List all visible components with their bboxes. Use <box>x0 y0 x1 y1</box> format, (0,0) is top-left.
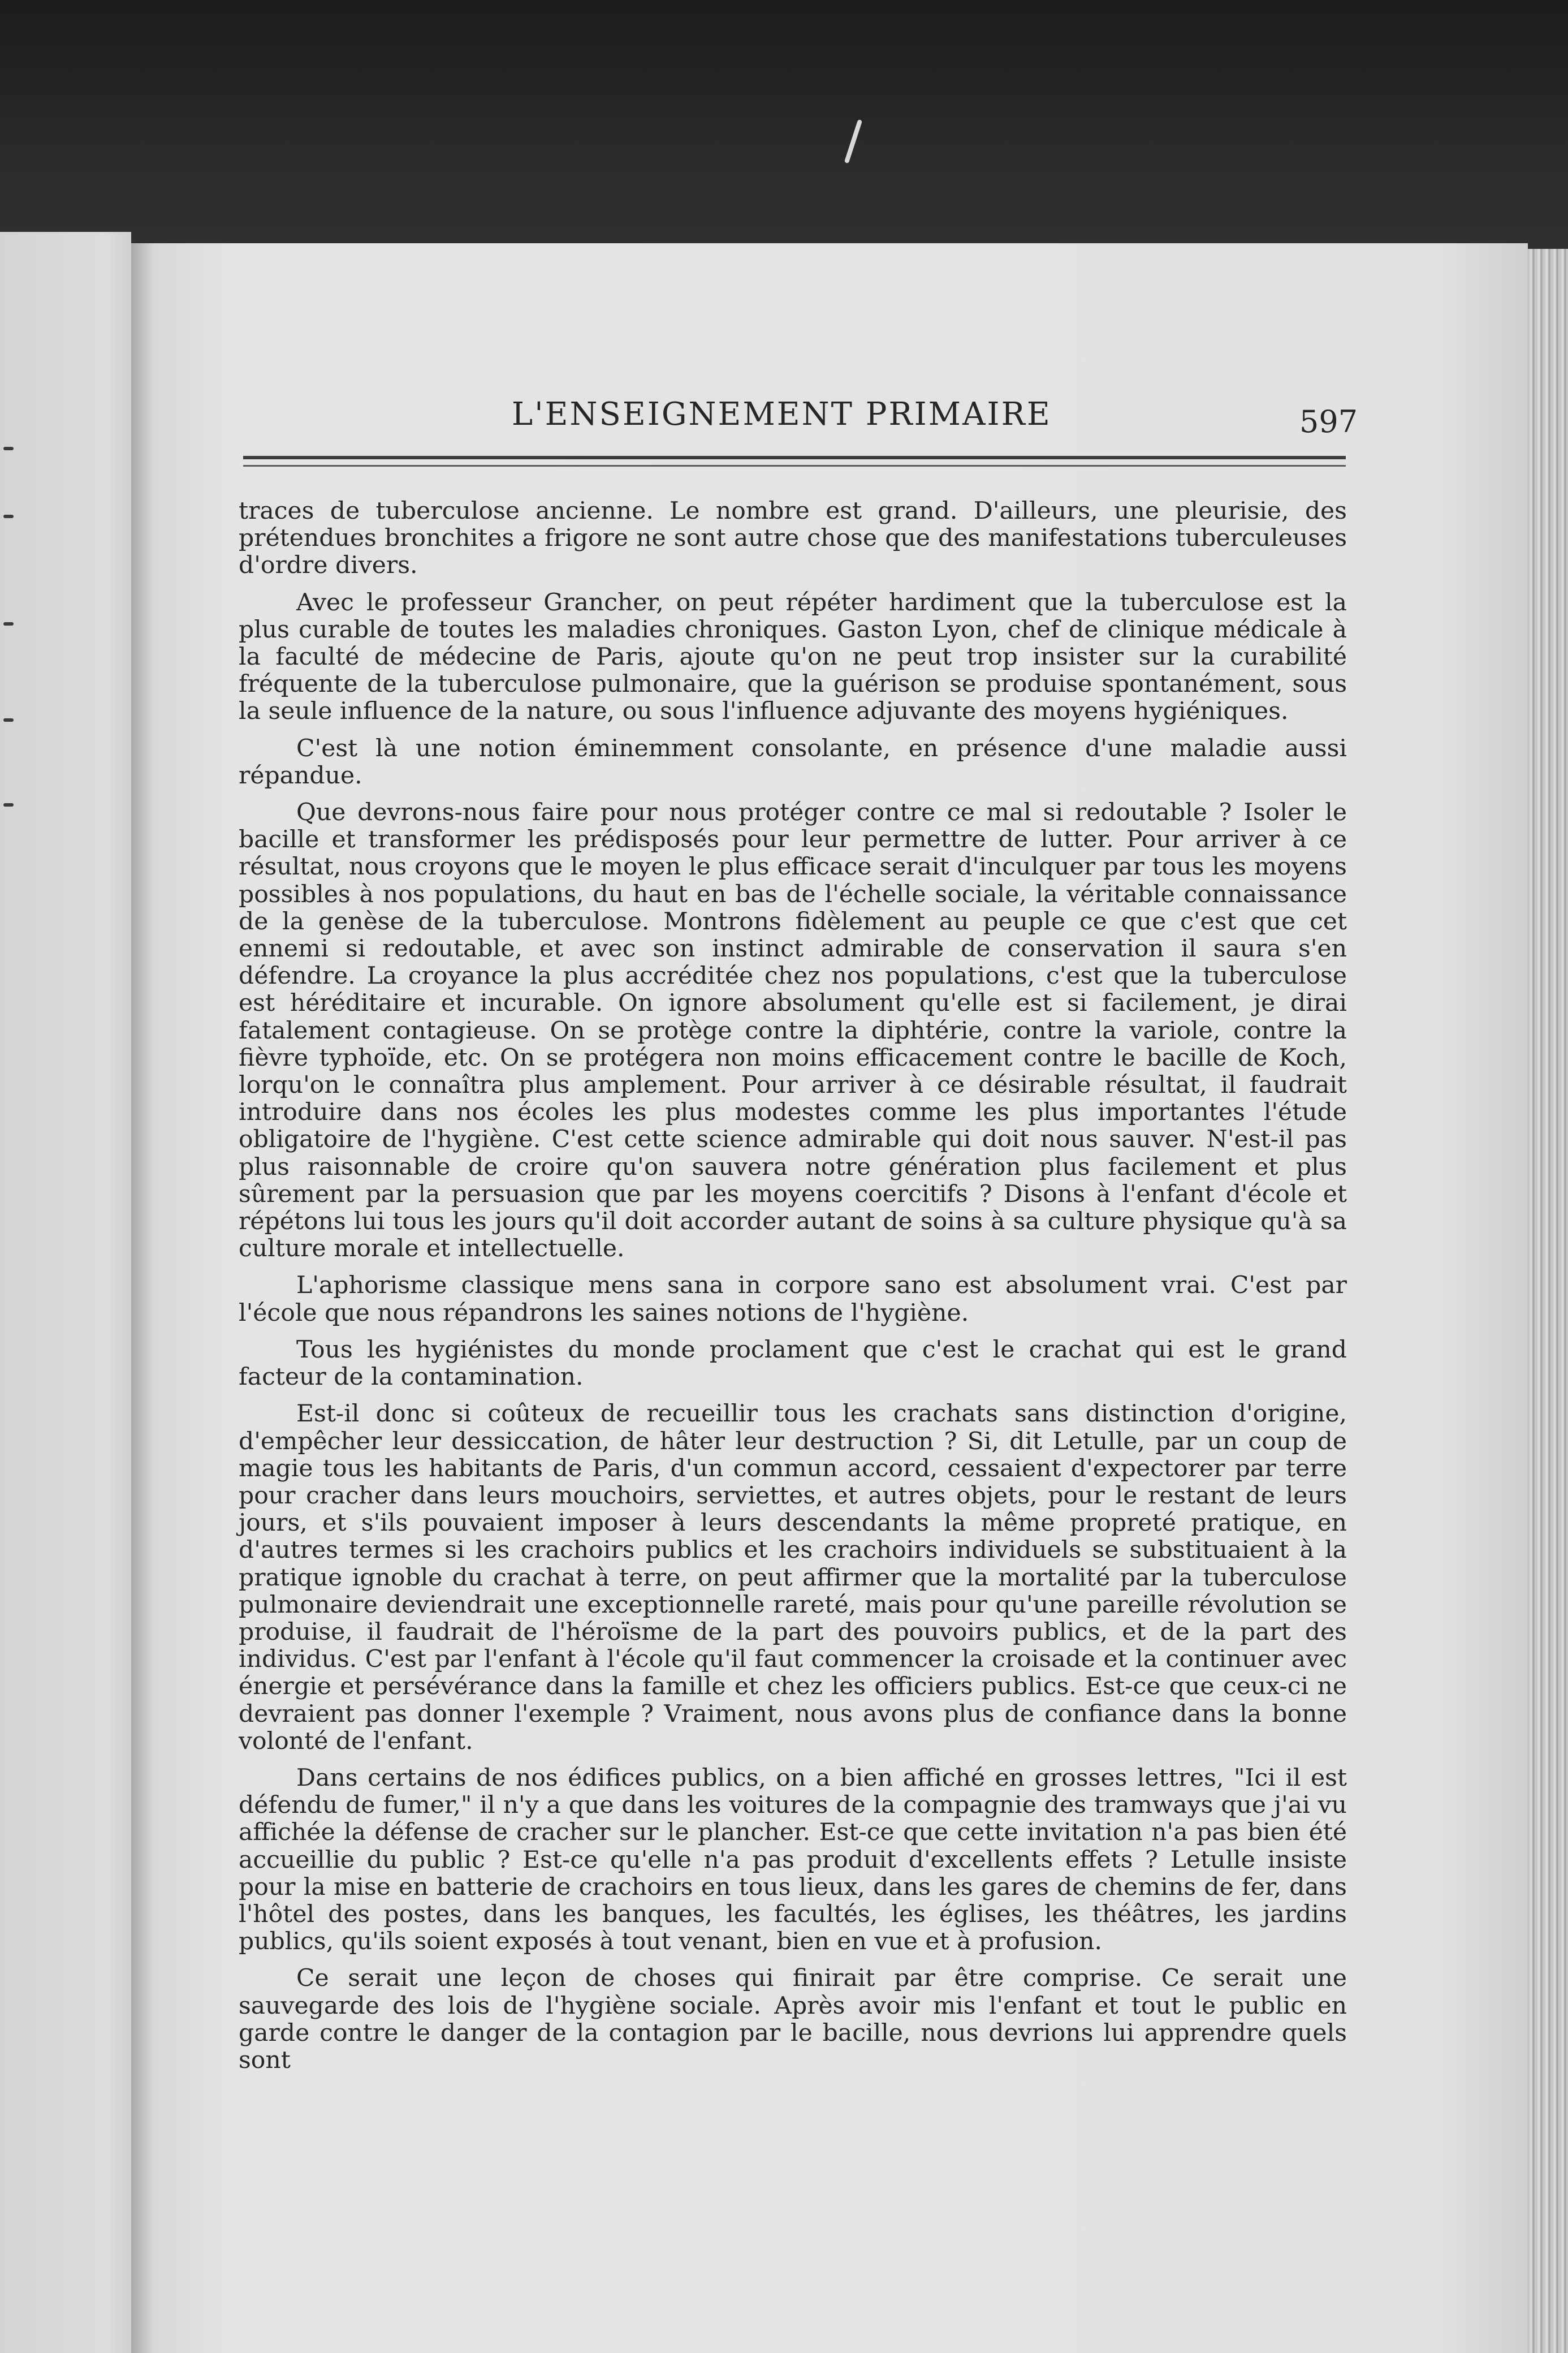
paragraph-9: Ce serait une leçon de choses qui finirait par être comprise. Ce serait une sauvegarde des lois de l'hygiène sociale. Après avoir mis l'enfant et tout le public en garde contre le danger de la contagion par le bacille, nous devrions lui apprendre quels sont <box>239 1964 1347 2074</box>
paragraph-5: L'aphorisme classique mens sana in corpore sano est absolument vrai. C'est par l'école que nous répandrons les saines notions de l'hygiène. <box>239 1272 1347 1327</box>
paragraph-7: Est-il donc si coûteux de recueillir tous les crachats sans distinction d'origine, d'empêcher leur dessiccation, de hâter leur destruction ? Si, dit Letulle, par un coup de magie tous les habitants de Paris, d'un commun accord, cessaient d'expectorer par terre pour cracher dans leurs mouchoirs, serviettes, et autres objets, pour le restant de leurs jours, et s'ils pouvaient imposer à leurs descendants la même propreté pratique, en d'autres termes si les crachoirs publics et les crachoirs individuels se substituaient à la pratique ignoble du crachat à terre, on peut affirmer que la mortalité par la tuberculose pulmonaire deviendrait une exceptionnelle rareté, mais pour qu'une pareille révolution se produise, il faudrait de l'héroïsme de la part des pouvoirs publics, et de la part des individus. C'est par l'enfant à l'école qu'il faut commencer la croisade et la continuer avec énergie et persévérance dans la famille et chez les officiers publics. Est-ce que ceux-ci ne devraient pas donner l'exemple ? Vraiment, nous avons plus de confiance dans la bonne volonté de l'enfant. <box>239 1400 1347 1755</box>
paragraph-2: Avec le professeur Grancher, on peut répéter hardiment que la tuberculose est la plus curable de toutes les maladies chroniques. Gaston Lyon, chef de clinique médicale à la faculté de médecine de Paris, ajoute qu'on ne peut trop insister sur la curabilité fréquente de la tuberculose pulmonaire, que la guérison se produise spontanément, sous la seule influence de la nature, ou sous l'influence adjuvante des moyens hygiéniques. <box>239 588 1347 726</box>
paragraph-8: Dans certains de nos édifices publics, on a bien affiché en grosses lettres, "Ici il est défendu de fumer," il n'y a que dans les voitures de la compagnie des tramways que j'ai vu affichée la défense de cracher sur le plancher. Est-ce que cette invitation n'a pas bien été accueillie du public ? Est-ce qu'elle n'a pas produit d'excellents effets ? Letulle insiste pour la mise en batterie de crachoirs en tous lieux, dans les gares de chemins de fer, dans l'hôtel des postes, dans les banques, les facultés, les églises, les théâtres, les jardins publics, qu'ils soient exposés à tout venant, bien en vue et à profusion. <box>239 1764 1347 1956</box>
scanner-dark-background <box>0 0 1568 249</box>
edge-mark <box>3 447 14 450</box>
header-rule-thick <box>243 456 1346 459</box>
edge-mark <box>3 515 14 518</box>
edge-mark <box>3 803 14 807</box>
page-number: 597 <box>1299 404 1358 439</box>
page-stack-edge <box>1528 249 1568 2353</box>
edge-mark <box>3 622 14 626</box>
header-rule-thin <box>243 465 1346 467</box>
paragraph-4: Que devrons-nous faire pour nous protéger contre ce mal si redoutable ? Isoler le bacille et transformer les prédisposés pour leur permettre de lutter. Pour arriver à ce résultat, nous croyons que le moyen le plus efficace serait d'inculquer par tous les moyens possibles à nos populations, du haut en bas de l'échelle sociale, la véritable connaissance de la genèse de la tuberculose. Montrons fidèlement au peuple ce que c'est que cet ennemi si redoutable, et avec son instinct admirable de conservation il saura s'en défendre. La croyance la plus accréditée chez nos populations, c'est que la tuberculose est héréditaire et incurable. On ignore absolument qu'elle est si facilement, je dirai fatalement contagieuse. On se protège contre la diphtérie, contre la variole, contre la fièvre typhoïde, etc. On se protégera non moins efficacement contre le bacille de Koch, lorqu'on le connaîtra plus amplement. Pour arriver à ce désirable résultat, il faudrait introduire dans nos écoles les plus modestes comme les plus importantes l'étude obligatoire de l'hygiène. C'est cette science admirable qui doit nous sauver. N'est-il pas plus raisonnable de croire qu'on sauvera notre génération plus facilement et plus sûrement par la persuasion que par les moyens coercitifs ? Disons à l'enfant d'école et répétons lui tous les jours qu'il doit accorder autant de soins à sa culture physique qu'à sa culture morale et intellectuelle. <box>239 799 1347 1263</box>
edge-mark <box>3 718 14 722</box>
paragraph-3: C'est là une notion éminemment consolante, en présence d'une maladie aussi répandue. <box>239 734 1347 790</box>
paragraph-6: Tous les hygiénistes du monde proclament que c'est le crachat qui est le grand facteur de la contamination. <box>239 1335 1347 1391</box>
paragraph-1: traces de tuberculose ancienne. Le nombre est grand. D'ailleurs, une pleurisie, des prétendues bronchites a frigore ne sont autre chose que des manifestations tuberculeuses d'ordre divers. <box>239 497 1347 580</box>
previous-page-edge <box>0 232 131 2353</box>
running-header <box>0 396 1568 447</box>
running-title: L'ENSEIGNEMENT PRIMAIRE <box>512 396 1052 433</box>
body-text <box>239 498 1347 2084</box>
